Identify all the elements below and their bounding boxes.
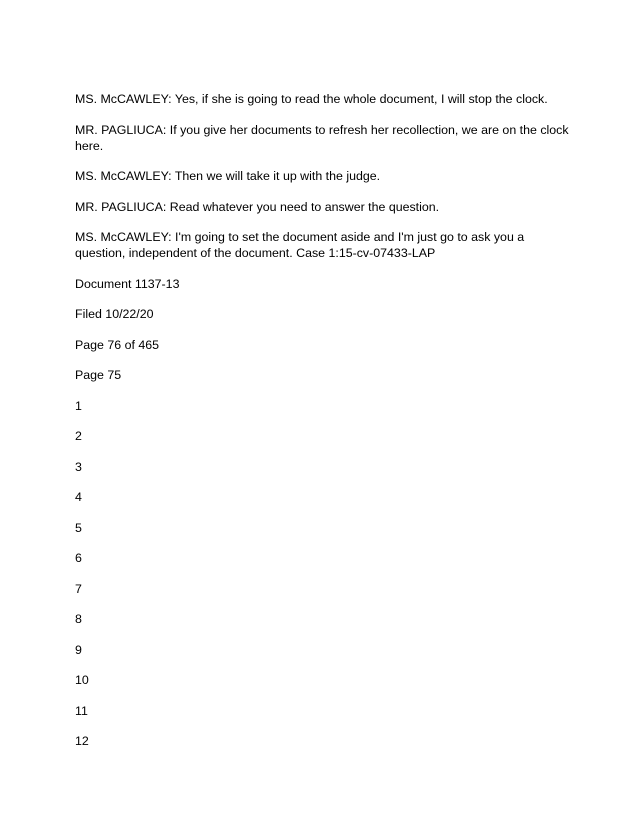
line-number: 9: [75, 642, 82, 657]
transcript-paragraph: MS. McCAWLEY: I'm going to set the document aside and I'm just go to ask you a question, independent of the document. Case 1:15-cv-07433-LAP: [75, 230, 525, 260]
line-number: 8: [75, 612, 82, 626]
line-number: 5: [75, 520, 82, 535]
page-of-total: Page 76 of 465: [75, 337, 160, 352]
line-number: 12: [75, 734, 89, 748]
transcript-paragraph: MR. PAGLIUCA: Read whatever you need to answer the question.: [75, 199, 440, 214]
transcript-paragraph: MS. McCAWLEY: Yes, if she is going to read the whole document, I will stop the clock.: [75, 92, 548, 106]
line-number: 2: [75, 429, 82, 443]
line-number: 6: [75, 551, 82, 565]
filed-date: Filed 10/22/20: [75, 307, 154, 321]
line-number: 4: [75, 490, 82, 504]
line-number: 7: [75, 581, 82, 596]
case-document-number: Document 1137-13: [75, 276, 180, 291]
line-number: 3: [75, 459, 82, 474]
line-number: 1: [75, 398, 82, 413]
document-body: [75, 91, 575, 764]
line-number: 11: [75, 703, 88, 718]
transcript-paragraph: MS. McCAWLEY: Then we will take it up with the judge.: [75, 169, 381, 183]
transcript-paragraph: MR. PAGLIUCA: If you give her documents to refresh her recollection, we are on the clock here.: [75, 122, 569, 153]
line-number: 10: [75, 673, 89, 687]
transcript-page-number: Page 75: [75, 368, 122, 382]
